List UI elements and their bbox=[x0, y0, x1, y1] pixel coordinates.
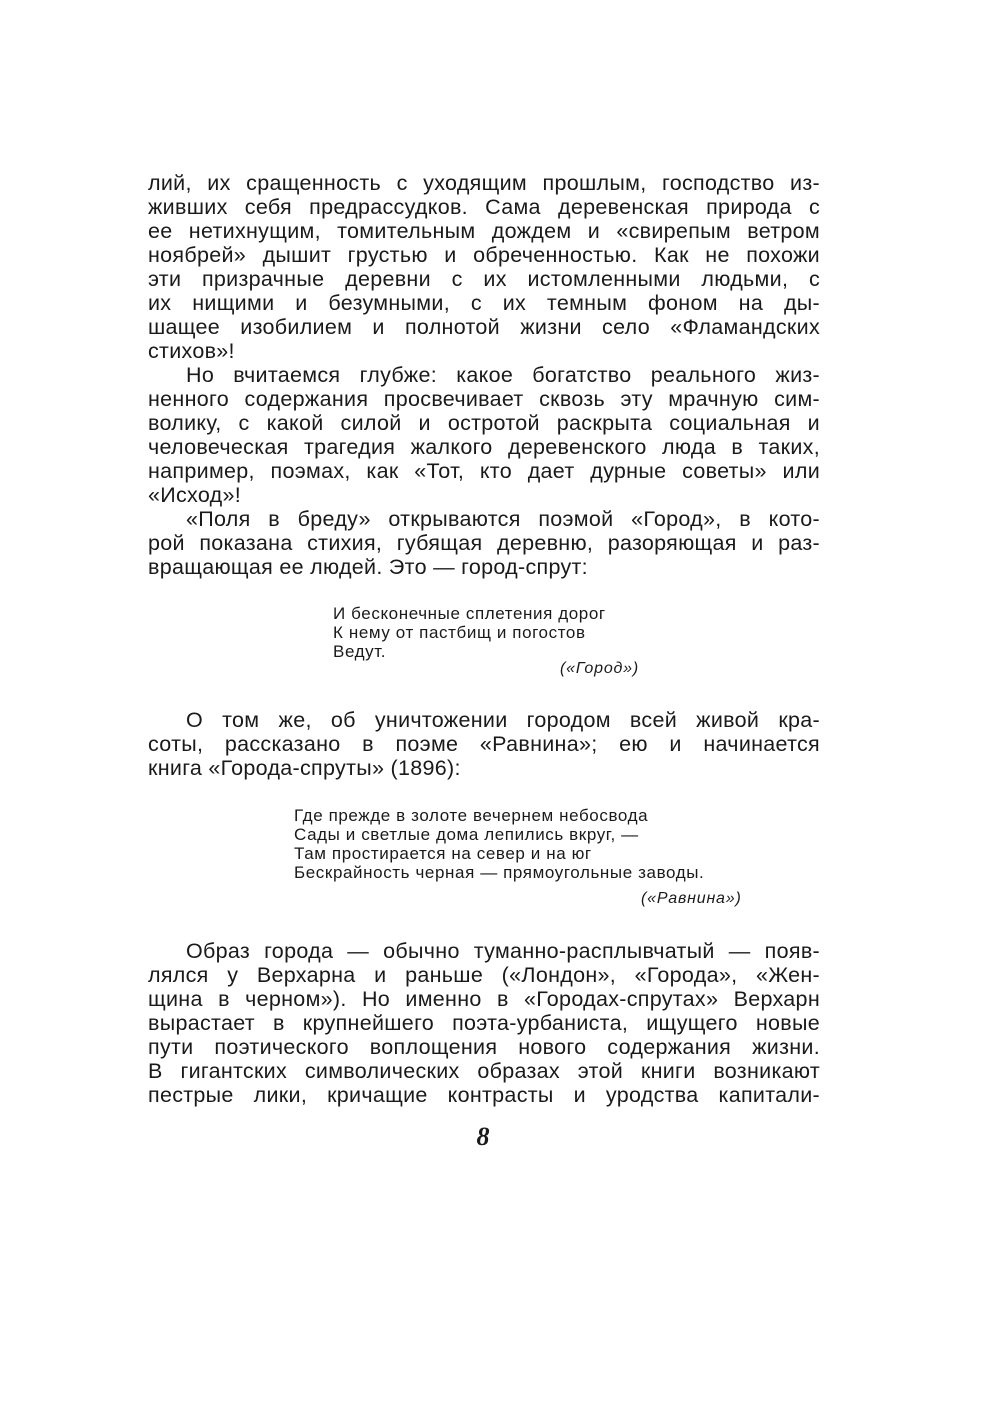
text-line: щина в черном»). Но именно в «Городах-спрутах» Верхарн bbox=[148, 987, 820, 1011]
text-line: рой показана стихия, губящая деревню, разоряющая и раз- bbox=[148, 531, 820, 555]
verse-source-2: («Равнина») bbox=[641, 890, 742, 907]
verse-line: Сады и светлые дома лепились вкруг, — bbox=[294, 825, 639, 844]
text-line: лялся у Верхарна и раньше («Лондон», «Города», «Жен- bbox=[148, 963, 820, 987]
text-line: Образ города — обычно туманно-расплывчатый — появ- bbox=[186, 939, 820, 963]
prose-block-1 bbox=[148, 171, 820, 579]
text-line: эти призрачные деревни с их истомленными людьми, с bbox=[148, 267, 820, 291]
prose-block-2 bbox=[148, 708, 820, 780]
text-line: О том же, об уничтожении городом всей живой кра- bbox=[186, 708, 820, 732]
text-line: человеческая трагедия жалкого деревенского люда в таких, bbox=[148, 435, 820, 459]
text-line: В гигантских символических образах этой книги возникают bbox=[148, 1059, 820, 1083]
verse-line: К нему от пастбищ и погостов bbox=[333, 623, 586, 642]
verse-line: Ведут. bbox=[333, 642, 387, 661]
prose-block-3 bbox=[148, 939, 820, 1107]
verse-quote-1 bbox=[333, 604, 606, 661]
text-line: Но вчитаемся глубже: какое богатство реального жиз- bbox=[186, 363, 820, 387]
text-line: книга «Города-спруты» (1896): bbox=[148, 756, 461, 780]
text-line: ее нетихнущим, томительным дождем и «свирепым ветром bbox=[148, 219, 820, 243]
verse-source-1: («Город») bbox=[560, 660, 639, 677]
verse-line: И бесконечные сплетения дорог bbox=[333, 604, 606, 623]
text-line: вращающая ее людей. Это — город-спрут: bbox=[148, 555, 588, 579]
text-line: живших себя предрассудков. Сама деревенская природа с bbox=[148, 195, 820, 219]
verse-line: Там простирается на север и на юг bbox=[294, 844, 592, 863]
text-line: шащее изобилием и полнотой жизни село «Фламандских bbox=[148, 315, 820, 339]
verse-line: Где прежде в золоте вечернем небосвода bbox=[294, 806, 649, 825]
text-line: «Исход»! bbox=[148, 483, 242, 507]
text-line: их нищими и безумными, с их темным фоном на ды- bbox=[148, 291, 820, 315]
text-line: пестрые лики, кричащие контрасты и уродства капитали- bbox=[148, 1083, 820, 1107]
text-line: «Поля в бреду» открываются поэмой «Город», в кото- bbox=[186, 507, 820, 531]
text-line: например, поэмах, как «Тот, кто дает дурные советы» или bbox=[148, 459, 820, 483]
verse-quote-2 bbox=[294, 806, 704, 882]
verse-line: Бескрайность черная — прямоугольные заводы. bbox=[294, 863, 705, 882]
text-line: вырастает в крупнейшего поэта-урбаниста, ищущего новые bbox=[148, 1011, 820, 1035]
text-line: соты, рассказано в поэме «Равнина»; ею и начинается bbox=[148, 732, 820, 756]
text-line: стихов»! bbox=[148, 339, 235, 363]
text-line: ноябрей» дышит грустью и обреченностью. Как не похожи bbox=[148, 243, 820, 267]
text-line: лий, их сращенность с уходящим прошлым, господство из- bbox=[148, 171, 820, 195]
page-number: 8 bbox=[476, 1122, 490, 1151]
text-line: пути поэтического воплощения нового содержания жизни. bbox=[148, 1035, 820, 1059]
text-line: волику, с какой силой и остротой раскрыта социальная и bbox=[148, 411, 820, 435]
text-line: ненного содержания просвечивает сквозь эту мрачную сим- bbox=[148, 387, 820, 411]
